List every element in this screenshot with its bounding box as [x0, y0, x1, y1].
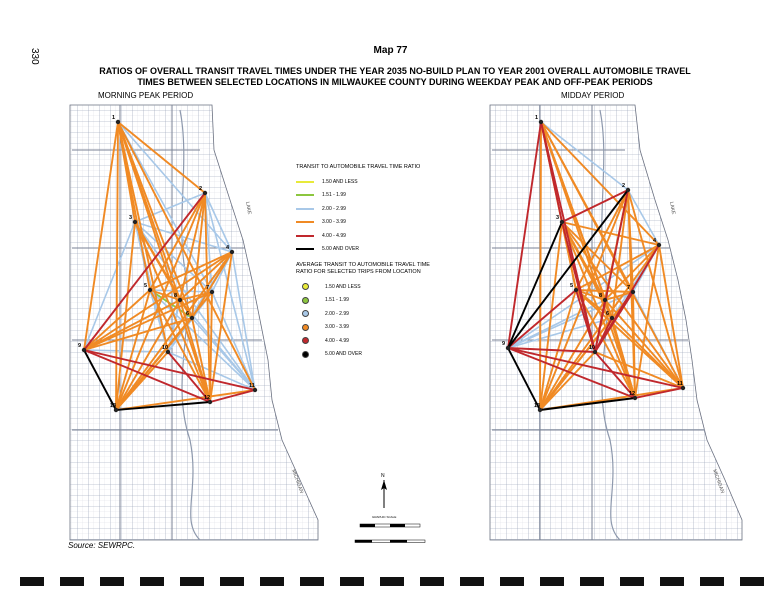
lake-label-right: LAKE — [668, 201, 677, 215]
legend-line-row — [296, 229, 446, 243]
right-location-label-1: 1 — [535, 115, 539, 121]
map-heading: RATIOS OF OVERALL TRANSIT TRAVEL TIMES UNDER THE YEAR 2035 NO-BUILD PLAN TO YEAR 2001 OVERALL AUTOMOBILE TRAVEL TIMES BETWEEN SELECTED LOCATIONS IN MILWAUKEE COUNTY DURING WEEKDAY PEAK AND OFF-PEAK PERIODS — [99, 66, 691, 87]
right-location-label-3: 3 — [556, 215, 560, 221]
left-location-label-9: 9 — [78, 343, 82, 349]
legend-point-swatch — [302, 310, 309, 317]
period-label-right: MIDDAY PERIOD — [561, 91, 625, 100]
legend-line-label: 4.00 - 4.99 — [322, 232, 346, 239]
right-location-point-6 — [610, 316, 614, 320]
right-location-label-2: 2 — [622, 183, 626, 189]
left-location-point-4 — [230, 250, 234, 254]
page-number: 330 — [29, 48, 40, 65]
north-label: N — [381, 473, 385, 479]
right-location-point-9 — [506, 346, 510, 350]
legend-point-row — [296, 307, 446, 321]
county-base-map-left — [70, 105, 318, 540]
source-note: Source: SEWRPC. — [68, 541, 136, 550]
map-legend — [296, 164, 446, 361]
right-location-point-7 — [631, 290, 635, 294]
legend-point-label: 1.50 AND LESS — [325, 283, 361, 290]
legend-line-label: 1.51 - 1.99 — [322, 192, 346, 199]
legend-line-label: 5.00 AND OVER — [322, 246, 359, 253]
legend-line-row — [296, 216, 446, 230]
legend-line-swatch — [296, 194, 314, 196]
left-location-point-3 — [133, 220, 137, 224]
right-location-label-9: 9 — [502, 341, 506, 347]
left-location-label-4: 4 — [226, 245, 230, 251]
north-arrow-icon — [381, 473, 387, 508]
legend-point-row — [296, 348, 446, 362]
legend-line-swatch — [296, 221, 314, 223]
legend-point-label: 5.00 AND OVER — [325, 351, 362, 358]
right-location-label-12: 12 — [629, 391, 636, 397]
legend-lines-title: TRANSIT TO AUTOMOBILE TRAVEL TIME RATIO — [296, 164, 421, 170]
left-location-point-6 — [190, 316, 194, 320]
legend-point-row — [296, 334, 446, 348]
graphic-scale — [355, 515, 425, 543]
legend-line-row — [296, 175, 446, 189]
legend-line-swatch — [296, 208, 314, 210]
map-title: Map 77 — [373, 45, 408, 56]
left-location-label-8: 8 — [174, 293, 178, 299]
legend-point-label: 4.00 - 4.99 — [325, 337, 349, 344]
right-location-point-8 — [603, 298, 607, 302]
legend-point-swatch — [302, 297, 309, 304]
legend-point-label: 3.00 - 3.99 — [325, 324, 349, 331]
left-location-label-3: 3 — [129, 215, 133, 221]
legend-point-swatch — [302, 351, 309, 358]
left-location-point-7 — [210, 290, 214, 294]
lake-label-left: LAKE — [244, 201, 253, 215]
left-location-label-7: 7 — [206, 285, 210, 291]
legend-point-row — [296, 321, 446, 335]
legend-line-swatch — [296, 181, 314, 183]
right-location-label-6: 6 — [606, 311, 610, 317]
right-location-label-11: 11 — [677, 381, 683, 387]
scale-label: GRAPHIC SCALE — [372, 515, 397, 519]
legend-point-swatch — [302, 324, 309, 331]
legend-line-swatch — [296, 248, 314, 250]
legend-line-row — [296, 243, 446, 257]
left-location-point-5 — [148, 288, 152, 292]
right-location-label-4: 4 — [653, 238, 657, 244]
left-location-label-5: 5 — [144, 283, 148, 289]
left-location-label-2: 2 — [199, 186, 203, 192]
legend-point-row — [296, 294, 446, 308]
legend-point-swatch — [302, 283, 309, 290]
michigan-label-right: MICHIGAN — [711, 468, 726, 495]
legend-line-label: 1.50 AND LESS — [322, 178, 358, 185]
right-location-point-2 — [626, 188, 630, 192]
right-location-point-4 — [657, 243, 661, 247]
legend-point-swatch — [302, 337, 309, 344]
right-location-label-13: 13 — [534, 403, 541, 409]
legend-points-title: AVERAGE TRANSIT TO AUTOMOBILE TRAVEL TIME RATIO FOR SELECTED TRIPS FROM LOCATION — [296, 262, 430, 275]
legend-line-label: 2.00 - 2.99 — [322, 205, 346, 212]
left-location-point-9 — [82, 348, 86, 352]
left-location-point-2 — [203, 191, 207, 195]
right-location-point-3 — [560, 220, 564, 224]
right-trip-line-1-13 — [540, 122, 541, 410]
left-location-label-6: 6 — [186, 311, 190, 317]
michigan-label-left: MICHIGAN — [290, 468, 305, 495]
left-location-label-10: 10 — [162, 345, 169, 351]
left-location-point-1 — [116, 120, 120, 124]
legend-line-row — [296, 189, 446, 203]
legend-point-row — [296, 280, 446, 294]
legend-line-swatch — [296, 235, 314, 237]
right-location-point-5 — [574, 288, 578, 292]
left-location-label-11: 11 — [249, 383, 255, 389]
legend-line-row — [296, 202, 446, 216]
legend-line-label: 3.00 - 3.99 — [322, 219, 346, 226]
right-location-label-10: 10 — [589, 345, 596, 351]
legend-point-label: 1.51 - 1.99 — [325, 297, 349, 304]
left-location-point-8 — [178, 298, 182, 302]
right-location-point-1 — [539, 120, 543, 124]
left-location-label-1: 1 — [112, 115, 116, 121]
right-location-label-8: 8 — [599, 293, 603, 299]
left-location-label-12: 12 — [204, 395, 211, 401]
legend-point-label: 2.00 - 2.99 — [325, 310, 349, 317]
right-location-label-5: 5 — [570, 283, 574, 289]
right-location-label-7: 7 — [627, 285, 631, 291]
left-location-label-13: 13 — [110, 403, 117, 409]
period-label-left: MORNING PEAK PERIOD — [98, 91, 194, 100]
